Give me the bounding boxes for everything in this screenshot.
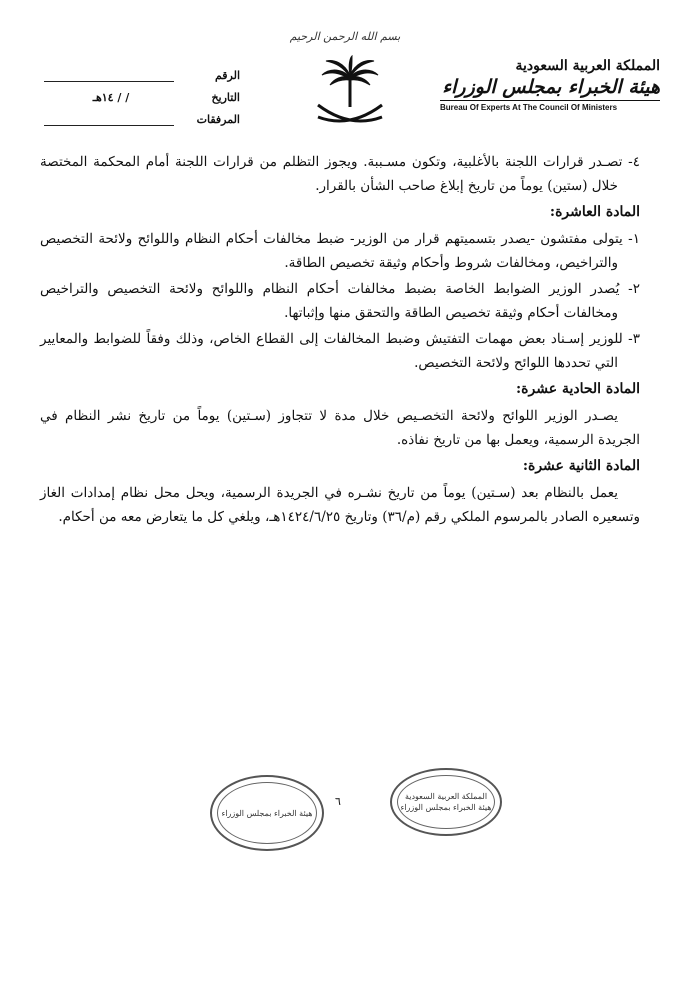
paragraph-4: ٤- تصـدر قرارات اللجنة بالأغلبية، وتكون مسـببة. ويجوز التظلم من قرارات اللجنة أمام المحكمة المختصة خلال (ستين) يوماً من تاريخ إبلاغ صاحب الشأن بالقرار. xyxy=(40,154,640,194)
seal-right-text: المملكة العربية السعودية هيئة الخبراء بمجلس الوزراء xyxy=(400,792,492,812)
document-meta xyxy=(40,60,240,126)
article-10-title: المادة العاشرة: xyxy=(549,204,640,220)
ref-number-field xyxy=(44,67,174,82)
date-label: التاريخ xyxy=(211,91,240,104)
seal-left-text: هيئة الخبراء بمجلس الوزراء xyxy=(221,808,313,818)
kingdom-name: المملكة العربية السعودية xyxy=(515,58,660,74)
bureau-name-ar: هيئة الخبراء بمجلس الوزراء xyxy=(440,76,660,101)
article-12-text: يعمل بالنظام بعد (سـتين) يوماً من تاريخ نشـره في الجريدة الرسمية، ويحل محل نظام إمدادات الغاز وتسعيره الصادر بالمرسوم الملكي رقم (م/٣٦) وتاريخ ١٤٢٤/٦/٢٥هـ، ويلغي كل ما يتعارض معه من أحكام. xyxy=(40,485,640,525)
basmala: بسم الله الرحمن الرحيم xyxy=(289,30,401,43)
document-body xyxy=(40,150,640,531)
ref-number-label: الرقم xyxy=(214,69,240,82)
article-12-title: المادة الثانية عشرة: xyxy=(522,458,640,474)
attachments-field xyxy=(44,111,174,126)
article-11-text: يصـدر الوزير اللوائح ولائحة التخصـيص خلال مدة لا تتجاوز (سـتين) يوماً من تاريخ نشر النظام في الجريدة الرسمية، ويعمل بها من تاريخ نفاذه. xyxy=(40,408,640,448)
article-10-item-2: ٢- يُصدر الوزير الضوابط الخاصة بضبط مخالفات أحكام النظام واللوائح ولائحة التخصيص والتراخيص ومخالفات أحكام وثيقة تخصيص الطاقة والتحقق منها وإثباتها. xyxy=(40,281,640,321)
organization-header xyxy=(440,58,660,112)
article-10-item-1: ١- يتولى مفتشون -يصدر بتسميتهم قرار من الوزير- ضبط مخالفات أحكام النظام واللوائح ولائحة التخصيص والتراخيص، ومخالفات شروط وأحكام وثيقة تخصيص الطاقة. xyxy=(40,231,640,271)
date-value: / / ١٤هـ xyxy=(92,91,130,104)
attachments-row xyxy=(40,104,240,126)
page-number: ٦ xyxy=(335,795,341,808)
attachments-label: المرفقات xyxy=(196,113,240,126)
article-10-item-3: ٣- للوزير إسـناد بعض مهمات التفتيش وضبط المخالفات إلى القطاع الخاص، وذلك وفقاً للضوابط والمعايير التي تحددها اللوائح ولائحة التخصيص. xyxy=(40,331,640,371)
date-row xyxy=(40,82,240,104)
article-11-title: المادة الحادية عشرة: xyxy=(516,381,640,397)
bureau-name-en: Bureau Of Experts At The Council Of Ministers xyxy=(440,103,618,112)
official-seal-right xyxy=(390,768,502,836)
ref-number-row xyxy=(40,60,240,82)
saudi-emblem-icon xyxy=(310,55,390,130)
official-seal-left xyxy=(210,775,324,851)
